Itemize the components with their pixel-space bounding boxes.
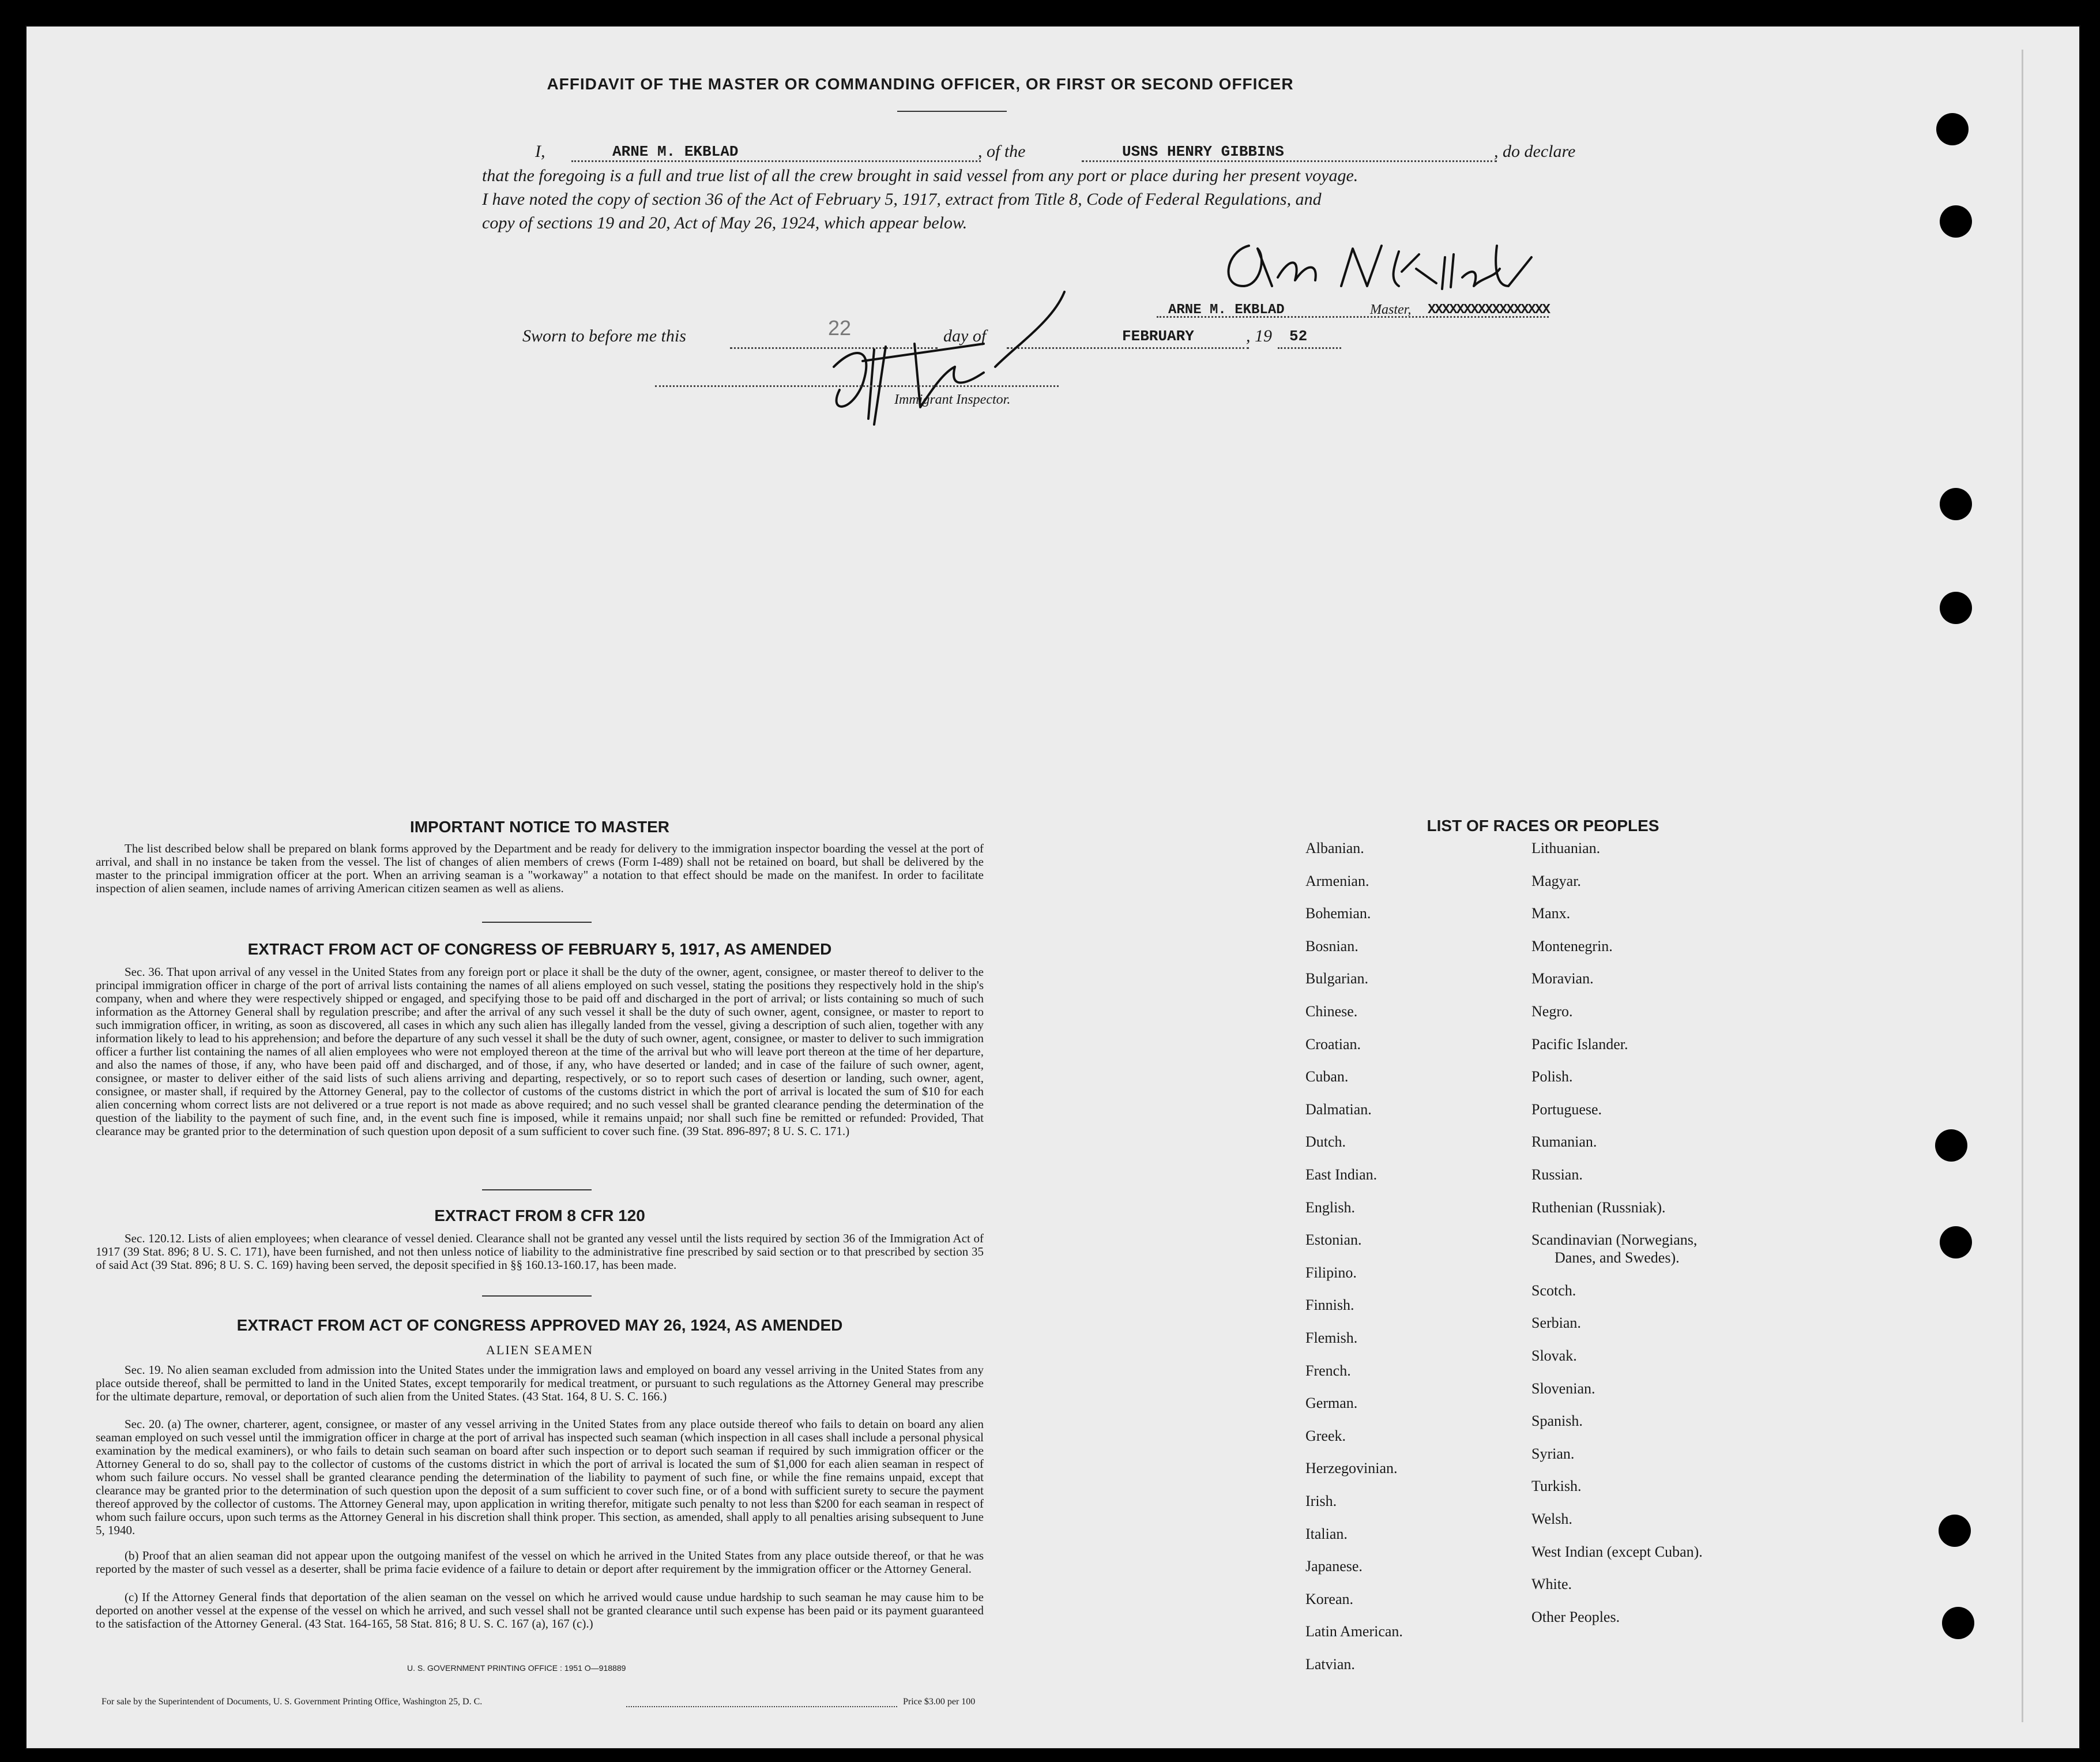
race-item: Magyar. — [1531, 872, 1581, 889]
day-value: 22 — [828, 316, 852, 340]
price-note: Price $3.00 per 100 — [903, 1697, 976, 1707]
race-item: English. — [1305, 1199, 1355, 1216]
affidavit-rule — [897, 111, 1007, 112]
race-item: Scandinavian (Norwegians, — [1531, 1231, 1698, 1249]
race-item: Chinese. — [1305, 1003, 1358, 1020]
punch-hole — [1940, 592, 1972, 624]
year-prefix: , 19 — [1246, 326, 1272, 345]
punch-hole — [1940, 205, 1972, 238]
race-item: Dalmatian. — [1305, 1100, 1372, 1118]
extract-cfr-title: EXTRACT FROM 8 CFR 120 — [434, 1207, 645, 1224]
race-item: Bulgarian. — [1305, 970, 1369, 987]
punch-hole — [1942, 1607, 1974, 1639]
race-item: Syrian. — [1531, 1445, 1575, 1462]
inspector-label: Immigrant Inspector. — [894, 392, 1011, 407]
notice-body: The list described below shall be prepared on blank forms approved by the Department and be ready for delivery to the immigration inspector boarding the vessel at the port of arrival, and shall in no instance be taken from the vessel. The list of changes of alien members of crews (Form I-489) shall not be retained on board, but shall be delivered by the master to the principal immigration officer at the port. When an arriving seaman is a "workaway" a notation to that effect should be made on the manifest. In order to facilitate inspection of alien seamen, include names of arriving American citizen seamen as well as aliens. — [96, 841, 984, 895]
extract-cfr-rule — [482, 1295, 592, 1297]
race-item: Polish. — [1531, 1068, 1573, 1085]
race-item: Japanese. — [1305, 1558, 1363, 1575]
do-declare-label: , do declare — [1494, 142, 1576, 161]
punch-hole — [1935, 1129, 1967, 1162]
race-item: Herzegovinian. — [1305, 1460, 1398, 1477]
race-item: Spanish. — [1531, 1412, 1583, 1430]
race-item: Latin American. — [1305, 1623, 1403, 1640]
sec-20a-text: Sec. 20. (a) The owner, charterer, agent, consignee, or master of any vessel arriving in the United States from any place outside thereof who fails to detain on board any alien seaman employed on such vessel until the immigration officer in charge at the port of arrival has inspected such seaman (which inspection in all cases shall include a personal physical examination by the medical examiners), or who fails to detain such seaman on board after such inspection or to deport such seaman if required by such immigration officer or the Attorney General to do so, shall pay to the collector of customs of the customs district in which the port of arrival is located the sum of $1,000 for each alien seaman in respect of whom such failure occurs. No vessel shall be granted clearance pending the determination of the liability to payment of such fine, or while the fine remains unpaid, except that clearance may be granted prior to the determination of such question upon the deposit of a sum sufficient to cover such fine, or of a bond with sufficient surety to secure the payment thereof approved by the collector of customs. The Attorney General may, upon application in writing therefor, mitigate such penalty to not less than $200 for each seaman in respect of whom such failure occurs, upon such terms as the Attorney General in his discretion shall think proper. This section, as amended, shall apply to all penalties arising subsequent to June 5, 1940. — [96, 1417, 984, 1537]
race-item: Moravian. — [1531, 970, 1594, 987]
inspector-line — [655, 385, 1059, 387]
race-item: Estonian. — [1305, 1231, 1362, 1249]
race-item: Ruthenian (Russniak). — [1531, 1199, 1666, 1216]
document-page — [25, 25, 2080, 1749]
notice-title: IMPORTANT NOTICE TO MASTER — [409, 818, 670, 836]
race-item: Scotch. — [1531, 1282, 1576, 1299]
for-sale-note: For sale by the Superintendent of Documents, U. S. Government Printing Office, Washington 25, D. C. — [101, 1697, 483, 1707]
race-item: Other Peoples. — [1531, 1608, 1620, 1625]
race-item: Finnish. — [1305, 1297, 1354, 1314]
race-item: Lithuanian. — [1531, 840, 1601, 856]
extract-1917-body: Sec. 36. That upon arrival of any vessel in the United States from any foreign port or place it shall be the duty of the owner, agent, consignee, or master thereof to deliver to the principal immigration officer in charge of the port of arrival lists containing the names of all aliens employed on such vessel, stating the positions they respectively hold in the ship's company, when and where they were respectively shipped or engaged, and specifying those to be paid off and discharged in the port of arrival; or lists containing so much of such information as the Attorney General shall by regulation prescribe; and after the arrival of any such vessel it shall be the duty of such owner, agent, consignee, or master to report to such immigration officer, in writing, as soon as discovered, all cases in which any such alien has illegally landed from the vessel, giving a description of such alien, together with any information likely to lead to his apprehension; and before the departure of any such vessel it shall be the duty of such owner, agent, consignee, or master to deliver to such immigration officer a further list containing the names of all alien employees who were not employed thereon at the time of the arrival but who will leave port thereon at the time of her departure, and also the names of those, if any, who have been paid off and discharged, and of those, if any, who have deserted or landed; and in case of the failure of such owner, agent, consignee, or master to deliver either of the said lists of such aliens arriving and departing, respectively, or so to report such cases of desertion or landing, such owner, agent, consignee, or master shall, if required by the Attorney General, pay to the collector of customs of the customs district in which the port of arrival is located the sum of $10 for each alien concerning whom correct lists are not delivered or a true report is not made as above required; and no such vessel shall be granted clearance pending the determination of the question of the liability to the payment of such fine, and, in the event such fine is imposed, while it remains unpaid; nor shall such fine be remitted or refunded: Provided, That clearance may be granted prior to the determination of such question upon deposit of a sum sufficient to cover such fine. (39 Stat. 896-897; 8 U. S. C. 171.) — [96, 965, 984, 1138]
punch-hole — [1936, 113, 1969, 145]
year-line — [1278, 347, 1341, 349]
race-item: Montenegrin. — [1531, 937, 1613, 955]
race-item: Greek. — [1305, 1427, 1346, 1444]
extract-1924-title: EXTRACT FROM ACT OF CONGRESS APPROVED MAY 26, 1924, AS AMENDED — [236, 1316, 843, 1334]
inspector-signature — [811, 275, 1087, 436]
master-name: ARNE M. EKBLAD — [612, 143, 739, 160]
master-title-label: Master, — [1370, 302, 1412, 317]
race-item: Flemish. — [1305, 1329, 1358, 1346]
sec-20c-text: (c) If the Attorney General finds that deportation of the alien seaman on the vessel on which he arrived would cause undue hardship to such seaman he may cause him to be deported on another vessel at the expense of the vessel on which he arrived, and such vessel shall not be granted clearance until such expense has been paid or its payment guaranteed to the satisfaction of the Attorney General. (43 Stat. 164-165, 58 Stat. 816; 8 U. S. C. 167 (a), 167 (c).) — [96, 1590, 984, 1630]
race-item: Dutch. — [1305, 1133, 1346, 1151]
race-item: Armenian. — [1305, 872, 1369, 889]
race-item: Korean. — [1305, 1590, 1354, 1607]
affidavit-line-2: that the foregoing is a full and true list of all the crew brought in said vessel from any port or place during her present voyage. — [482, 166, 1358, 185]
race-item: Pacific Islander. — [1531, 1035, 1628, 1053]
affidavit-title: AFFIDAVIT OF THE MASTER OR COMMANDING OFFICER, OR FIRST OR SECOND OFFICER — [547, 75, 1294, 93]
race-item: Bosnian. — [1305, 937, 1358, 955]
sec-20b-text: (b) Proof that an alien seaman did not appear upon the outgoing manifest of the vessel on which he arrived in the United States from any place outside thereof, or that he was reported by the master of such vessel as a deserter, shall be prima facie evidence of a failure to detain or deport after requirement by the immigration officer or the Attorney General. — [96, 1549, 984, 1576]
race-item: Welsh. — [1531, 1511, 1572, 1527]
race-item: Russian. — [1531, 1166, 1583, 1183]
master-signature — [1209, 223, 1555, 303]
punch-hole — [1940, 1226, 1972, 1258]
sec-19-text: Sec. 19. No alien seaman excluded from admission into the United States under the immigration laws and employed on board any vessel arriving in the United States from any place outside thereof, shall be permitted to land in the United States, except temporarily for medical treatment, or pursuant to such regulations as the Attorney General may prescribe for the ultimate departure, removal, or deportation of such alien from the United States. (43 Stat. 164, 8 U. S. C. 166.) — [96, 1363, 984, 1403]
race-item: Rumanian. — [1531, 1133, 1597, 1151]
day-of-label: day of — [943, 326, 987, 345]
struck-title-text: XXXXXXXXXXXXXXXXX — [1428, 302, 1549, 318]
affidavit-line-4: copy of sections 19 and 20, Act of May 26, 1924, which appear below. — [482, 213, 968, 232]
month-value: FEBRUARY — [1122, 328, 1194, 345]
alien-seamen-subtitle: ALIEN SEAMEN — [486, 1343, 593, 1357]
race-item: East Indian. — [1305, 1166, 1378, 1183]
race-item: Italian. — [1305, 1525, 1348, 1542]
race-item: Danes, and Swedes). — [1555, 1249, 1680, 1267]
affidavit-i: I, — [535, 142, 545, 161]
race-item: Irish. — [1305, 1493, 1337, 1509]
race-item: Bohemian. — [1305, 905, 1371, 922]
race-item: German. — [1305, 1395, 1358, 1412]
sworn-label: Sworn to before me this — [522, 326, 686, 345]
notice-rule — [482, 922, 592, 923]
race-item: Filipino. — [1305, 1264, 1357, 1281]
races-title: LIST OF RACES OR PEOPLES — [1427, 817, 1659, 835]
extract-1917-rule — [482, 1189, 592, 1190]
extract-1917-title: EXTRACT FROM ACT OF CONGRESS OF FEBRUARY 5, 1917, AS AMENDED — [247, 940, 832, 958]
affidavit-line-3: I have noted the copy of section 36 of the Act of February 5, 1917, extract from Title 8, Code of Federal Regulations, and — [482, 190, 1322, 209]
extract-cfr-body: Sec. 120.12. Lists of alien employees; when clearance of vessel denied. Clearance shall not be granted any vessel until the lists required by section 36 of the Immigration Act of 1917 (39 Stat. 896; 8 U. S. C. 171), have been furnished, and not then unless notice of liability to the administrative fine prescribed by said section or to that prescribed by section 35 of said Act (39 Stat. 896; 8 U. S. C. 169) having been served, the deposit specified in §§ 160.13-160.17, has been made. — [96, 1231, 984, 1272]
punch-hole — [1940, 488, 1972, 520]
race-item: Croatian. — [1305, 1035, 1361, 1053]
vessel-name: USNS HENRY GIBBINS — [1122, 143, 1284, 160]
year-value: 52 — [1289, 328, 1308, 345]
race-item: Serbian. — [1531, 1314, 1581, 1332]
race-item: Slovenian. — [1531, 1380, 1595, 1397]
race-item: Slovak. — [1531, 1347, 1577, 1364]
race-item: Negro. — [1531, 1003, 1573, 1020]
punch-hole — [1939, 1515, 1971, 1547]
signer-typed-name: ARNE M. EKBLAD — [1168, 302, 1285, 318]
race-item: Cuban. — [1305, 1068, 1349, 1085]
race-item: Turkish. — [1531, 1478, 1582, 1495]
name-line — [571, 160, 981, 162]
vessel-line — [1082, 160, 1497, 162]
race-item: White. — [1531, 1576, 1572, 1593]
race-item: Albanian. — [1305, 840, 1364, 856]
race-item: French. — [1305, 1362, 1351, 1379]
footer-dots — [626, 1706, 897, 1707]
race-item: West Indian (except Cuban). — [1531, 1543, 1703, 1560]
of-the-label: , of the — [978, 142, 1026, 161]
race-item: Latvian. — [1305, 1656, 1355, 1673]
printing-office-imprint: U. S. GOVERNMENT PRINTING OFFICE : 1951 O—918889 — [407, 1663, 626, 1673]
page-edge-shadow — [2022, 50, 2023, 1722]
race-item: Portuguese. — [1531, 1100, 1602, 1118]
race-item: Manx. — [1531, 905, 1571, 922]
signature-line — [1157, 316, 1549, 318]
